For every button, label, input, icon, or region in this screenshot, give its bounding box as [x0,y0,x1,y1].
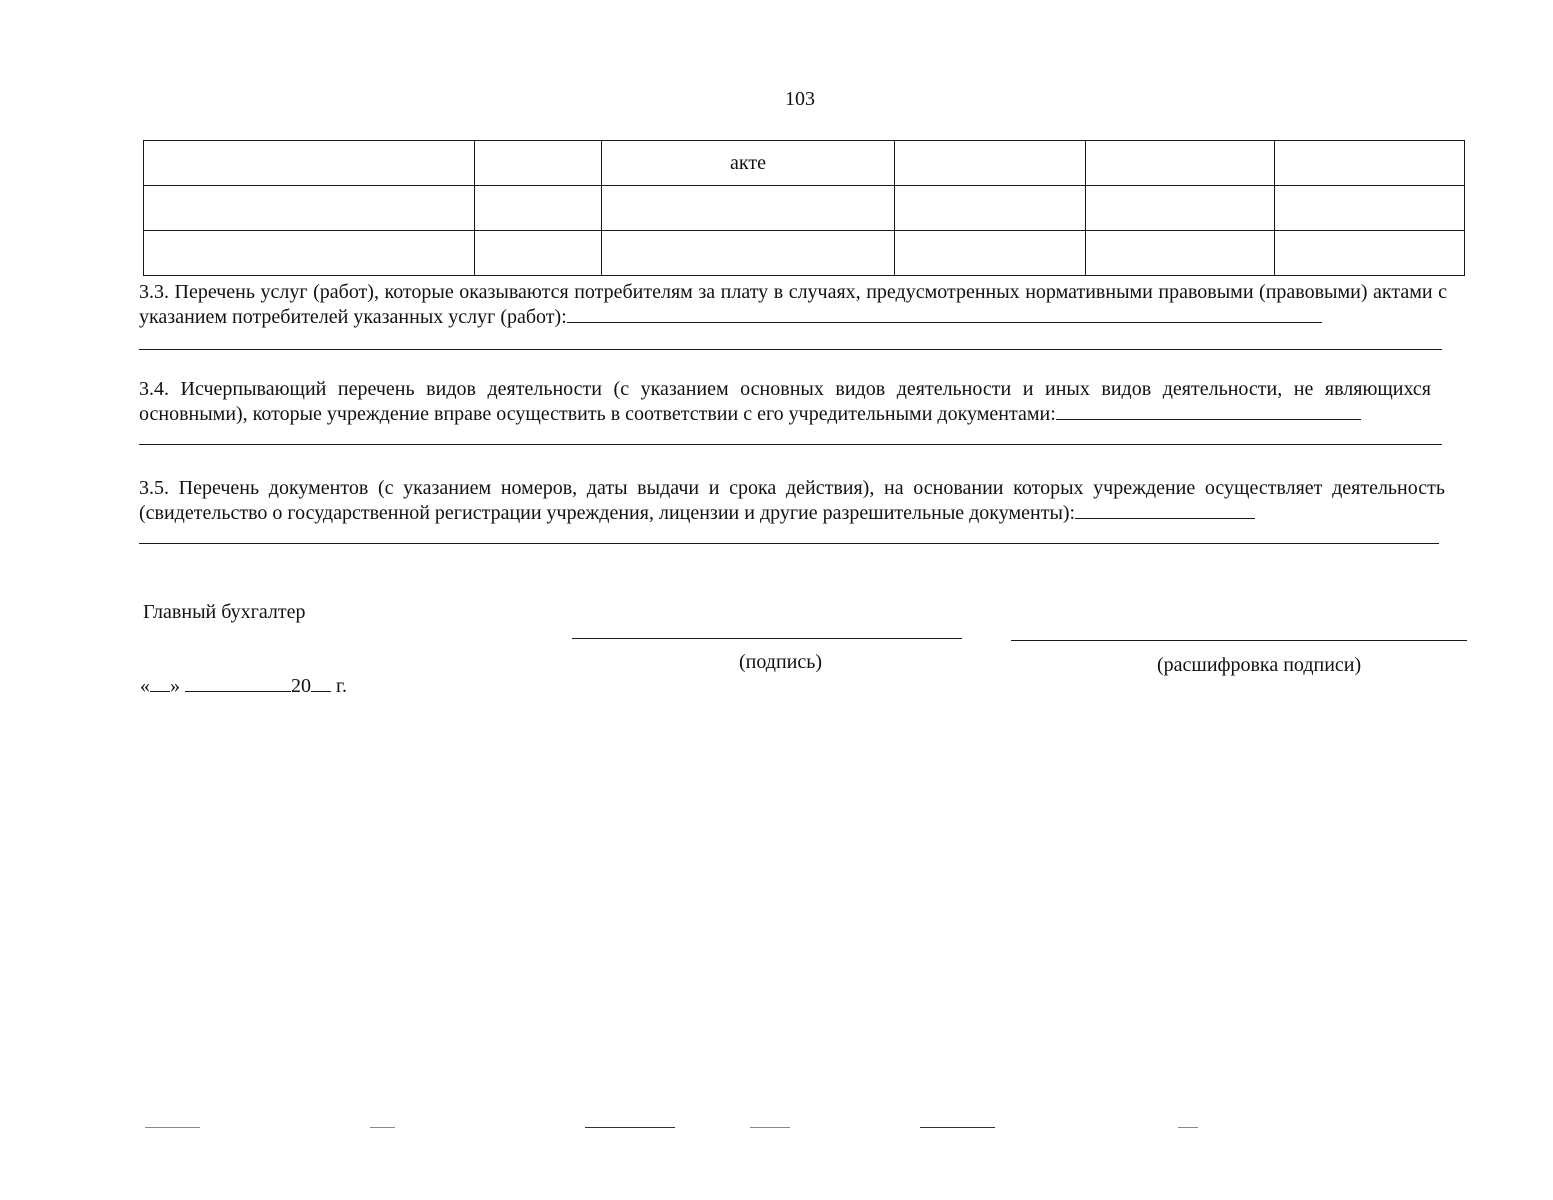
table-cell [475,231,602,276]
table-cell [895,186,1086,231]
fill-line-full [139,349,1442,350]
table-cell: акте [602,141,895,186]
month-blank [185,673,291,692]
table-cell [1275,186,1465,231]
decoding-line [1011,640,1467,641]
table-cell [895,231,1086,276]
date-close-quote: » [170,675,180,697]
section-3-3 [139,280,1447,329]
table-cell [1086,231,1275,276]
decoding-caption: (расшифровка подписи) [1157,654,1362,676]
scan-speck [585,1127,675,1128]
section-3-4-text: 3.4. Исчерпывающий перечень видов деятельности (с указанием основных видов деятельности и иных видов деятельности, не являющихся основными), которые учреждение вправе осуществить в соответствии с его учредительными документами: [139,378,1431,425]
fill-line-full [139,444,1442,445]
date-year-prefix: 20 [291,675,311,697]
table-cell [1086,141,1275,186]
signature-line [572,638,962,639]
fill-line-full [139,543,1439,544]
day-blank [150,673,170,692]
form-table [143,140,1465,276]
fill-line [1075,500,1255,519]
scan-speck [145,1127,200,1128]
section-3-5 [139,476,1445,525]
date-year-suffix: г. [336,675,347,697]
fill-line [567,304,1322,323]
table-cell [475,186,602,231]
table-cell [475,141,602,186]
table-row [144,141,1465,186]
scan-speck [920,1127,995,1128]
table-cell [144,141,475,186]
scan-speck [750,1127,790,1128]
table-row [144,186,1465,231]
fill-line [1056,401,1361,420]
section-3-4 [139,377,1431,426]
table-row [144,231,1465,276]
section-3-5-text: 3.5. Перечень документов (с указанием номеров, даты выдачи и срока действия), на основании которых учреждение осуществляет деятельность (свидетельство о государственной регистрации учреждения, лицензии и другие разрешительные документы): [139,477,1445,524]
date-open-quote: « [140,675,150,697]
table-cell [1275,231,1465,276]
scan-speck [370,1127,395,1128]
date-line [140,673,347,698]
scan-speck [1178,1127,1198,1128]
year-blank [311,673,331,692]
table-cell [1086,186,1275,231]
table-cell [602,231,895,276]
table-cell [144,186,475,231]
table-cell [602,186,895,231]
chief-accountant-label: Главный бухгалтер [143,601,306,623]
table-cell [895,141,1086,186]
table-cell [1275,141,1465,186]
signature-caption: (подпись) [739,651,823,673]
table-cell [144,231,475,276]
section-3-3-text: 3.3. Перечень услуг (работ), которые оказываются потребителям за плату в случаях, предусмотренных нормативными правовыми (правовыми) актами с указанием потребителей указанных услуг (работ): [139,281,1447,328]
page-number: 103 [785,88,815,110]
